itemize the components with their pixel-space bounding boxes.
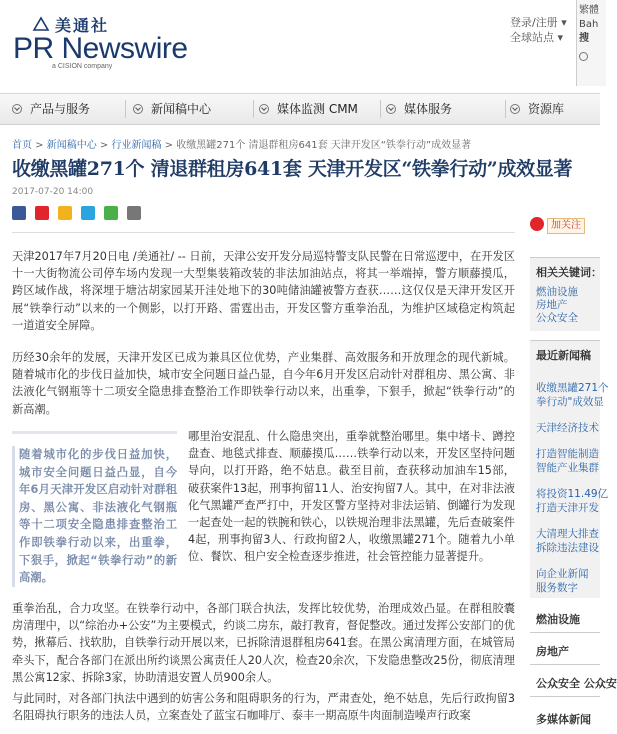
- category-fuel[interactable]: 燃油设施: [530, 607, 600, 633]
- facebook-share-icon[interactable]: [12, 206, 26, 220]
- nav-products[interactable]: 产品与服务: [12, 94, 90, 124]
- page-title: 收缴黑罐271个 清退群租房641套 天津开发区“铁拳行动”成效显著: [12, 158, 573, 180]
- recent-news-item[interactable]: 拳行动"成效显: [536, 396, 604, 408]
- recent-news-item[interactable]: 打造天津开发: [536, 502, 599, 514]
- paragraph: 哪里治安混乱、什么隐患突出，重拳就整治哪里。集中堵卡、蹲控盘查、地毯式排查、顺藤摸瓜……铁拳行动以来，开发区坚持问题导向，以打开路，绝不姑息。截至目前，查获移动加油车15部，破获案件13起，刑事拘留11人、治安拘留7人。其中，在对非法液化气黑罐严查严打中，开发区警方坚持对非法运销、倒罐行为发现一起查处一起的铁腕和铁心，以铁规治理非法黑罐，先后查破案件4起，刑事拘留3人、行政拘留2人，收缴黑罐271个。随着九小单位、餐饮、租户安全检查逐步推进，社会管控能力显著提升。: [188, 430, 515, 564]
- lang-search[interactable]: 搜: [579, 33, 589, 44]
- global-sites-link[interactable]: 全球站点 ▾: [510, 31, 564, 44]
- logo-chinese[interactable]: 美通社: [55, 16, 110, 35]
- paragraph: 天津2017年7月20日电 /美通社/ -- 日前，天津公安开发分局巡特警支队民警在日常巡逻中，在开发区十一大街物流公司停车场内发现一大型集装箱改装的非法加油站点，将其一举端掉，警方顺藤摸瓜，跨区域作战，将深埋于塘沽胡家园某开洼处地下的30吨储油罐被警方查获……这仅仅是天津开发区开展“铁拳行动”以来的一个侧影，以打开路、雷霆出击，开发区警方重拳治乱，为维护区域稳定构筑起一道道安全屏障。: [12, 250, 515, 332]
- nav-divider: [380, 100, 381, 118]
- weibo-follow[interactable]: [530, 217, 600, 235]
- lang-bahasa[interactable]: Bah: [579, 19, 599, 30]
- keywords-heading: 相关关键词：: [536, 266, 602, 279]
- weibo-share-icon[interactable]: [35, 206, 49, 220]
- language-panel: [576, 0, 606, 86]
- nav-divider: [505, 100, 506, 118]
- chevron-down-icon: [386, 104, 396, 114]
- pullquote-rule: [12, 431, 177, 434]
- weibo-icon: [530, 217, 544, 231]
- header-links: [510, 15, 567, 45]
- breadcrumb-home[interactable]: 首页: [12, 140, 32, 151]
- logo-english[interactable]: PR Newswire: [13, 32, 188, 65]
- multimedia-news-heading: 多媒体新闻: [530, 707, 600, 733]
- chevron-down-icon: [133, 104, 143, 114]
- recent-news-item[interactable]: 收缴黑罐271个: [536, 382, 609, 394]
- breadcrumb-newsroom[interactable]: 新闻稿中心: [46, 140, 97, 151]
- qzone-share-icon[interactable]: [58, 206, 72, 220]
- category-public-safety[interactable]: 公众安全 公众安: [530, 671, 600, 697]
- recent-news-heading: 最近新闻稿: [536, 349, 591, 362]
- chevron-down-icon: [510, 104, 520, 114]
- keywords-box: [530, 257, 600, 331]
- keyword-link[interactable]: 房地产: [536, 299, 568, 311]
- more-share-icon[interactable]: [127, 206, 141, 220]
- breadcrumb: 首页 > 新闻稿中心 > 行业新闻稿 > 收缴黑罐271个 清退群租房641套 天津开发区“铁拳行动”成效显著: [12, 140, 472, 151]
- recent-news-box: [530, 340, 609, 598]
- chevron-down-icon: [12, 104, 22, 114]
- pullquote: 随着城市化的步伐日益加快，城市安全问题日益凸显，自今年6月天津开发区启动针对群租房、黑公寓、非法液化气钢瓶等十二项安全隐患排查整治工作即铁拳行动以来，出重拳，下狠手，掀起“铁拳行动”的新高潮。: [12, 446, 177, 587]
- recent-news-item[interactable]: 大清理大排查: [536, 528, 599, 540]
- sidebar: [530, 205, 617, 734]
- publish-date: 2017-07-20 14:00: [12, 187, 94, 197]
- nav-newsroom[interactable]: 新闻稿中心: [133, 94, 211, 124]
- paragraph: 与此同时，对各部门执法中遇到的妨害公务和阻碍职务的行为，严肃查处，绝不姑息，先后行政拘留3名阻碍执行职务的违法人员，立案查处了蓝宝石咖啡厅、泰丰一期高原牛肉面制造噪声行政案: [12, 692, 515, 723]
- share-bar: [12, 205, 145, 223]
- category-realestate[interactable]: 房地产: [530, 639, 600, 665]
- radio-icon[interactable]: [579, 52, 588, 61]
- recent-news-item[interactable]: 将投资11.49亿: [536, 488, 609, 500]
- wechat-share-icon[interactable]: [104, 206, 118, 220]
- divider: [12, 232, 515, 233]
- recent-news-item[interactable]: 服务数字: [536, 582, 578, 594]
- recent-news-item[interactable]: 天津经济技术: [536, 422, 599, 434]
- nav-divider: [125, 100, 126, 118]
- follow-button[interactable]: 加关注: [547, 218, 585, 234]
- recent-news-item[interactable]: 打造智能制造: [536, 448, 599, 460]
- login-register-link[interactable]: 登录/注册 ▾: [510, 16, 567, 29]
- nav-resources[interactable]: 资源库: [510, 94, 564, 124]
- nav-media-services[interactable]: 媒体服务: [386, 94, 452, 124]
- lang-traditional[interactable]: 繁體: [579, 5, 599, 16]
- nav-media-monitoring[interactable]: 媒体监测 CMM: [259, 94, 358, 124]
- logo-mark-icon: [32, 16, 50, 32]
- keyword-link[interactable]: 燃油设施: [536, 286, 578, 298]
- keyword-link[interactable]: 公众安全: [536, 312, 578, 324]
- nav-divider: [253, 100, 254, 118]
- breadcrumb-current: 收缴黑罐271个 清退群租房641套 天津开发区“铁拳行动”成效显著: [176, 140, 472, 151]
- paragraph: 历经30余年的发展，天津开发区已成为兼具区位优势，产业集群、高效服务和开放理念的现代新城。随着城市化的步伐日益加快，城市安全问题日益凸显，自今年6月开发区启动针对群租房、黑公寓、非法液化气钢瓶等十二项安全隐患排查整治工作即铁拳行动以来，出重拳，下狠手，掀起“铁拳行动”的新高潮。: [12, 351, 515, 416]
- breadcrumb-industry[interactable]: 行业新闻稿: [111, 140, 162, 151]
- paragraph: 重拳治乱，合力攻坚。在铁拳行动中，各部门联合执法，发挥比较优势，治理成效凸显。在群租胶囊房清理中，以“综治办+公安”为主要模式，约谈二房东，敲打教育，督促整改。通过发挥公安部门的优势，揪幕后、找软肋，自铁拳行动开展以来，已拆除清退群租房641套。在黑公寓清理方面，在城管局牵头下，配合各部门在派出所约谈黑公寓责任人20人次，检查20余次，下发隐患整改25份，彻底清理黑公寓12家、拆除3家，协助清退安置人员900余人。: [12, 602, 515, 684]
- chevron-down-icon: [259, 104, 269, 114]
- logo-subtitle: a CISION company: [52, 63, 113, 70]
- tencent-share-icon[interactable]: [81, 206, 95, 220]
- main-nav: [0, 93, 600, 125]
- recent-news-item[interactable]: 拆除违法建设: [536, 542, 599, 554]
- recent-news-item[interactable]: 智能产业集群: [536, 462, 599, 474]
- recent-news-item[interactable]: 向企业新闻: [536, 568, 589, 580]
- site-header: [0, 0, 600, 86]
